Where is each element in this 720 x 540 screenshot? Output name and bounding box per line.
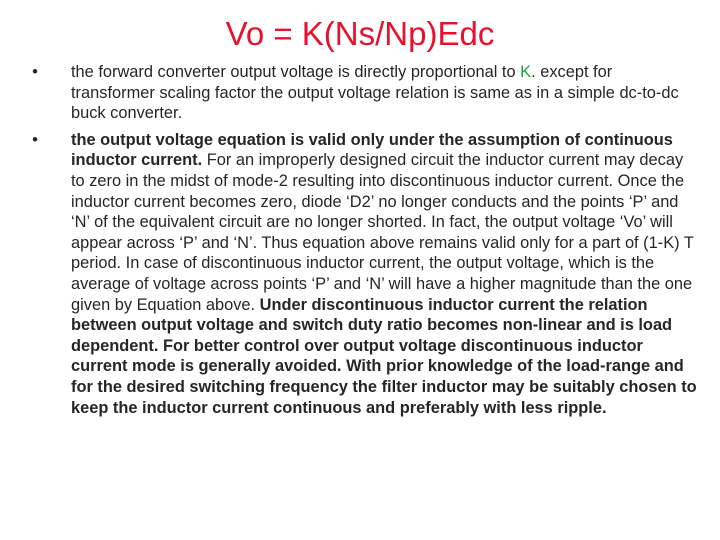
bullet-dot-icon: • — [32, 130, 38, 149]
bullet1-text-b: . except for transformer scaling factor the output voltage relation is same as in a simple dc-to-dc buck converter. — [71, 63, 679, 123]
slide-title: Vo = K(Ns/Np)Edc — [225, 15, 495, 52]
bullet-dot-icon: • — [32, 63, 38, 81]
bullet2-normal: For an improperly designed circuit the inductor current may decay to zero in the midst of mode-2 resulting into discontinuous inductor current. Once the inductor current becomes zero, diode ‘D2’ no longer conducts and the points ‘P’ and ‘N’ of the equivalent circuit are no longer shorted. In fact, the output voltage ‘Vo’ will appear across ‘P’ and ‘N’. Thus equation above remains valid only for a part of (1-K) T period. In case of discontinuous inductor current, the output voltage, which is the average of voltage across points ‘P’ and ‘N’ will have a higher magnitude than the one given by Equation above. — [71, 151, 694, 314]
bullet-item-validity — [28, 130, 700, 418]
k-highlight: K — [520, 63, 532, 81]
bullet-list — [28, 62, 700, 424]
bullet2-bold-a: the output voltage equation is valid only under the assumption of continuous inductor current. — [71, 130, 673, 170]
bullet-item-proportional — [28, 62, 700, 124]
bullet2-bold-b: Under discontinuous inductor current the relation between output voltage and switch duty ratio becomes non-linear and is load dependent. For better control over output voltage discontinuous inductor current mode is generally avoided. With prior knowledge of the load-range and for the desired switching frequency the filter inductor may be suitably chosen to keep the inductor current continuous and preferably with less ripple. — [71, 295, 697, 417]
bullet1-text-a: the forward converter output voltage is directly proportional to — [71, 63, 521, 81]
